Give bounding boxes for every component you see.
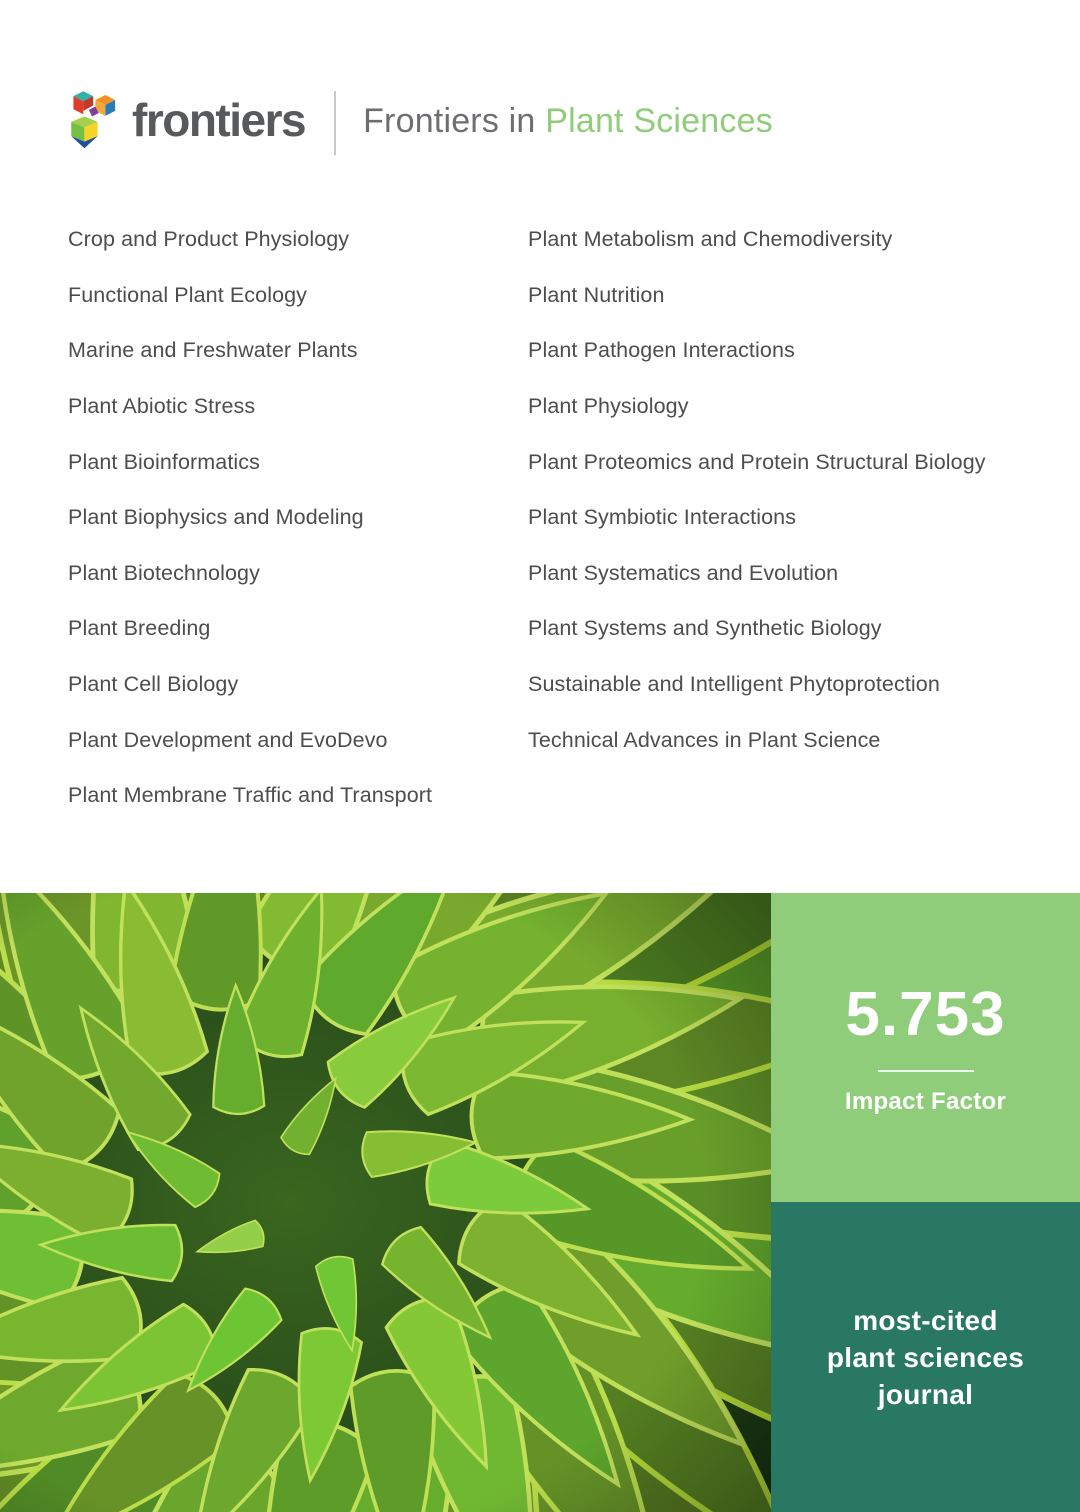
topic-item: Plant Development and EvoDevo: [68, 727, 388, 752]
frontiers-cubes-icon: [63, 89, 119, 157]
topic-item: Plant Pathogen Interactions: [528, 338, 795, 363]
spiral-aloe-photo: [0, 893, 771, 1512]
topic-item: Plant Cell Biology: [68, 672, 239, 697]
topic-item: Plant Abiotic Stress: [68, 394, 256, 419]
topic-item: Functional Plant Ecology: [68, 282, 308, 307]
claim-line: most-cited: [853, 1304, 998, 1336]
topic-item: Plant Systematics and Evolution: [528, 560, 839, 585]
journal-title-prefix: Frontiers in: [363, 102, 546, 140]
topic-item: Plant Physiology: [528, 394, 689, 419]
topics-list: [68, 212, 1040, 824]
topic-item: Plant Bioinformatics: [68, 449, 260, 474]
impact-factor-card: [771, 893, 1080, 1202]
impact-factor-label: Impact Factor: [844, 1088, 1007, 1115]
topic-item: Plant Nutrition: [528, 282, 665, 307]
impact-factor-value: 5.753: [845, 980, 1006, 1049]
topic-item: Plant Biotechnology: [68, 560, 260, 585]
stats-panel: [771, 893, 1080, 1512]
claim-line: journal: [877, 1378, 974, 1410]
journal-title-highlight: Plant Sciences: [545, 102, 773, 140]
topic-item: Plant Membrane Traffic and Transport: [68, 783, 433, 808]
topics-column-right: [528, 212, 1040, 824]
topic-item: Plant Symbiotic Interactions: [528, 505, 797, 530]
topic-item: Sustainable and Intelligent Phytoprotection: [528, 672, 940, 697]
journal-title: [363, 104, 773, 142]
impact-factor-divider: [878, 1070, 974, 1072]
topic-item: Plant Metabolism and Chemodiversity: [528, 227, 893, 252]
header: [63, 86, 773, 160]
topic-item: Marine and Freshwater Plants: [68, 338, 358, 363]
header-divider: [334, 91, 336, 155]
most-cited-card: [771, 1202, 1080, 1512]
topic-item: Crop and Product Physiology: [68, 227, 350, 252]
topic-item: Technical Advances in Plant Science: [528, 727, 881, 752]
bottom-banner: [0, 893, 1080, 1512]
topic-item: Plant Systems and Synthetic Biology: [528, 616, 882, 641]
topics-column-left: [68, 212, 528, 824]
topic-item: Plant Biophysics and Modeling: [68, 505, 364, 530]
topic-item: Plant Breeding: [68, 616, 211, 641]
frontiers-wordmark: frontiers: [132, 94, 306, 146]
claim-line: plant sciences: [826, 1341, 1025, 1373]
topic-item: Plant Proteomics and Protein Structural Biology: [528, 449, 986, 474]
